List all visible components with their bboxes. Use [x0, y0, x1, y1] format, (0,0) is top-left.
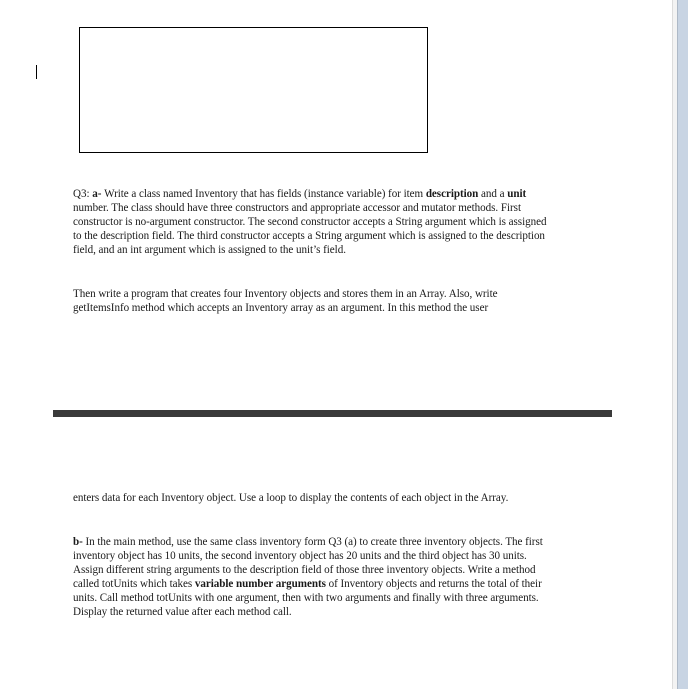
variable-arguments-keyword: variable number arguments — [194, 578, 326, 590]
continued-text: enters data for each Inventory object. Use a loop to display the contents of each object in the Array. — [73, 492, 509, 504]
part-a-text-2: and a — [478, 188, 508, 200]
question-3b-paragraph — [73, 535, 553, 619]
continued-paragraph — [73, 491, 553, 505]
part-b-label: b- — [73, 536, 86, 548]
description-keyword: description — [425, 188, 479, 200]
vertical-scrollbar[interactable] — [677, 0, 688, 689]
empty-text-box[interactable] — [79, 27, 428, 153]
program-instructions-paragraph — [73, 287, 553, 315]
part-b-text-2: of Inventory objects and returns the total of their units. Call method totUnits with one argument, then with two arguments and finally with three arguments. Display the returned value after each method call. — [73, 578, 542, 618]
question-3a-paragraph — [73, 187, 553, 257]
unit-keyword: unit — [507, 188, 527, 200]
page-break-bar — [53, 410, 612, 417]
text-cursor — [36, 65, 37, 79]
part-a-text-1: Write a class named Inventory that has fields (instance variable) for item — [104, 188, 426, 200]
part-b-text-1: In the main method, use the same class inventory form Q3 (a) to create three inventory objects. The first inventory object has 10 units, the second inventory object has 20 units and the third object has 30 units. Assign different string arguments to the description field of those three inventory objects. Write a method called totUnits which takes — [73, 536, 543, 590]
part-a-label: a- — [92, 188, 105, 200]
part-a-text-3: number. The class should have three constructors and appropriate accessor and mutator methods. First constructor is no-argument constructor. The second constructor accepts a String argument which is assigned to the description field. The third constructor accepts a String argument which is assigned to the description field, and an int argument which is assigned to the unit’s field. — [73, 202, 547, 256]
then-text: Then write a program that creates four Inventory objects and stores them in an Array. Also, write getItemsInfo method which accepts an Inventory array as an argument. In this method the user — [73, 288, 498, 314]
q3-label: Q3: — [73, 188, 93, 200]
